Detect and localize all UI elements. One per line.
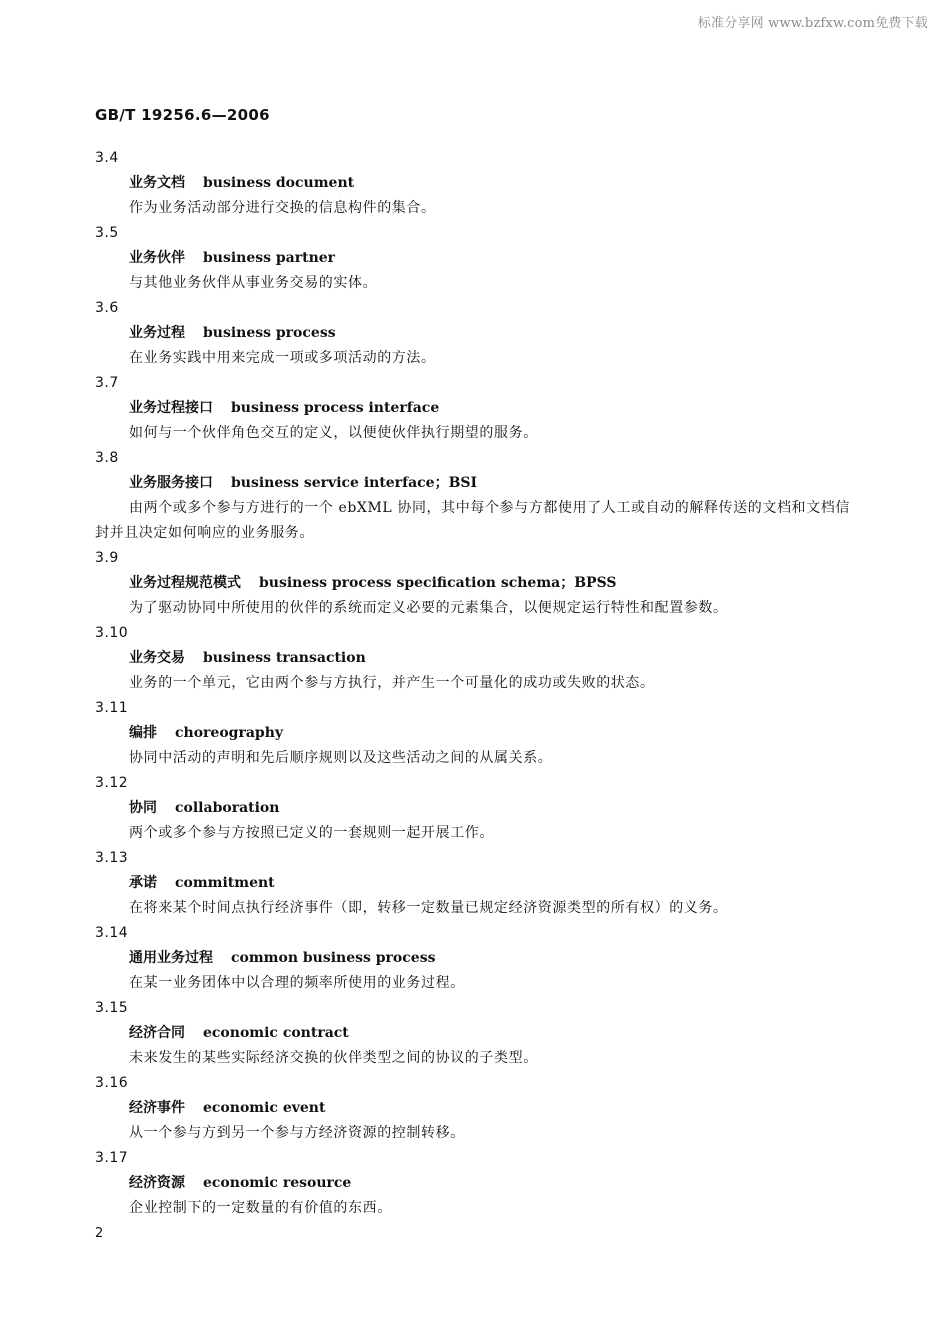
entry-number: 3.7	[95, 375, 119, 391]
term-entry	[95, 296, 855, 371]
term-english: economic event	[203, 1100, 326, 1116]
entry-term	[95, 396, 855, 421]
term-entry	[95, 1071, 855, 1146]
entry-definition: 作为业务活动部分进行交换的信息构件的集合。	[129, 200, 436, 216]
term-entry	[95, 696, 855, 771]
term-entry	[95, 1146, 855, 1221]
entry-definition: 未来发生的某些实际经济交换的伙伴类型之间的协议的子类型。	[129, 1050, 538, 1066]
term-english: business service interface；BSI	[231, 475, 478, 491]
term-chinese: 承诺	[129, 875, 157, 891]
entry-number: 3.14	[95, 925, 129, 941]
entry-term	[95, 246, 855, 271]
term-english: economic resource	[203, 1175, 352, 1191]
term-chinese: 编排	[129, 725, 157, 741]
entry-number: 3.11	[95, 700, 129, 716]
term-chinese: 业务文档	[129, 175, 185, 191]
entry-number: 3.17	[95, 1150, 129, 1166]
entry-definition: 与其他业务伙伴从事业务交易的实体。	[129, 275, 378, 291]
entry-definition: 在业务实践中用来完成一项或多项活动的方法。	[129, 350, 436, 366]
entry-definition: 从一个参与方到另一个参与方经济资源的控制转移。	[129, 1125, 465, 1141]
entry-term	[95, 321, 855, 346]
entry-term	[95, 946, 855, 971]
watermark-text: 标准分享网 www.bzfxw.com免费下载	[697, 16, 928, 31]
entry-definition: 在某一业务团体中以合理的频率所使用的业务过程。	[129, 975, 465, 991]
term-entry	[95, 846, 855, 921]
term-entry	[95, 546, 855, 621]
term-english: business document	[203, 175, 355, 191]
entry-number: 3.5	[95, 225, 119, 241]
entry-definition: 企业控制下的一定数量的有价值的东西。	[129, 1200, 392, 1216]
term-chinese: 经济事件	[129, 1100, 185, 1116]
entry-term	[95, 1021, 855, 1046]
term-english: choreography	[175, 725, 284, 741]
entry-term	[95, 721, 855, 746]
term-english: collaboration	[175, 800, 280, 816]
term-chinese: 业务过程接口	[129, 400, 213, 416]
term-english: business transaction	[203, 650, 366, 666]
entry-term	[95, 471, 855, 496]
term-english: commitment	[175, 875, 275, 891]
term-entry	[95, 996, 855, 1071]
term-entry	[95, 921, 855, 996]
entry-number: 3.16	[95, 1075, 129, 1091]
entry-number: 3.6	[95, 300, 119, 316]
term-chinese: 业务过程规范模式	[129, 575, 241, 591]
term-entry	[95, 446, 855, 546]
entry-term	[95, 1171, 855, 1196]
entry-term	[95, 796, 855, 821]
entry-definition: 为了驱动协同中所使用的伙伴的系统而定义必要的元素集合，以便规定运行特性和配置参数。	[129, 600, 728, 616]
term-entries	[95, 146, 855, 1221]
entry-term	[95, 171, 855, 196]
term-english: business process specification schema；BPSS	[259, 575, 617, 591]
term-english: common business process	[231, 950, 436, 966]
entry-number: 3.8	[95, 450, 119, 466]
entry-definition: 如何与一个伙伴角色交互的定义，以便使伙伴执行期望的服务。	[129, 425, 538, 441]
term-chinese: 业务交易	[129, 650, 185, 666]
term-entry	[95, 221, 855, 296]
entry-term	[95, 646, 855, 671]
term-entry	[95, 146, 855, 221]
entry-definition: 两个或多个参与方按照已定义的一套规则一起开展工作。	[129, 825, 494, 841]
entry-number: 3.13	[95, 850, 129, 866]
entry-number: 3.15	[95, 1000, 129, 1016]
term-chinese: 经济资源	[129, 1175, 185, 1191]
entry-number: 3.12	[95, 775, 129, 791]
entry-definition: 由两个或多个参与方进行的一个 ebXML 协同，其中每个参与方都使用了人工或自动的解释传送的文档和文档信封并且决定如何响应的业务服务。	[95, 500, 850, 541]
entry-definition: 协同中活动的声明和先后顺序规则以及这些活动之间的从属关系。	[129, 750, 553, 766]
term-english: business partner	[203, 250, 336, 266]
term-english: economic contract	[203, 1025, 349, 1041]
standard-number-header: GB/T 19256.6—2006	[95, 106, 270, 124]
term-chinese: 业务服务接口	[129, 475, 213, 491]
entry-term	[95, 871, 855, 896]
term-english: business process	[203, 325, 336, 341]
term-english: business process interface	[231, 400, 440, 416]
entry-definition: 在将来某个时间点执行经济事件（即，转移一定数量已规定经济资源类型的所有权）的义务。	[129, 900, 728, 916]
term-chinese: 通用业务过程	[129, 950, 213, 966]
entry-number: 3.4	[95, 150, 119, 166]
entry-term	[95, 1096, 855, 1121]
term-entry	[95, 771, 855, 846]
term-chinese: 业务过程	[129, 325, 185, 341]
entry-number: 3.9	[95, 550, 119, 566]
entry-number: 3.10	[95, 625, 129, 641]
entry-definition: 业务的一个单元，它由两个参与方执行，并产生一个可量化的成功或失败的状态。	[129, 675, 655, 691]
term-entry	[95, 621, 855, 696]
term-chinese: 协同	[129, 800, 157, 816]
page-number: 2	[95, 1226, 104, 1241]
entry-term	[95, 571, 855, 596]
term-chinese: 业务伙伴	[129, 250, 185, 266]
term-entry	[95, 371, 855, 446]
term-chinese: 经济合同	[129, 1025, 185, 1041]
